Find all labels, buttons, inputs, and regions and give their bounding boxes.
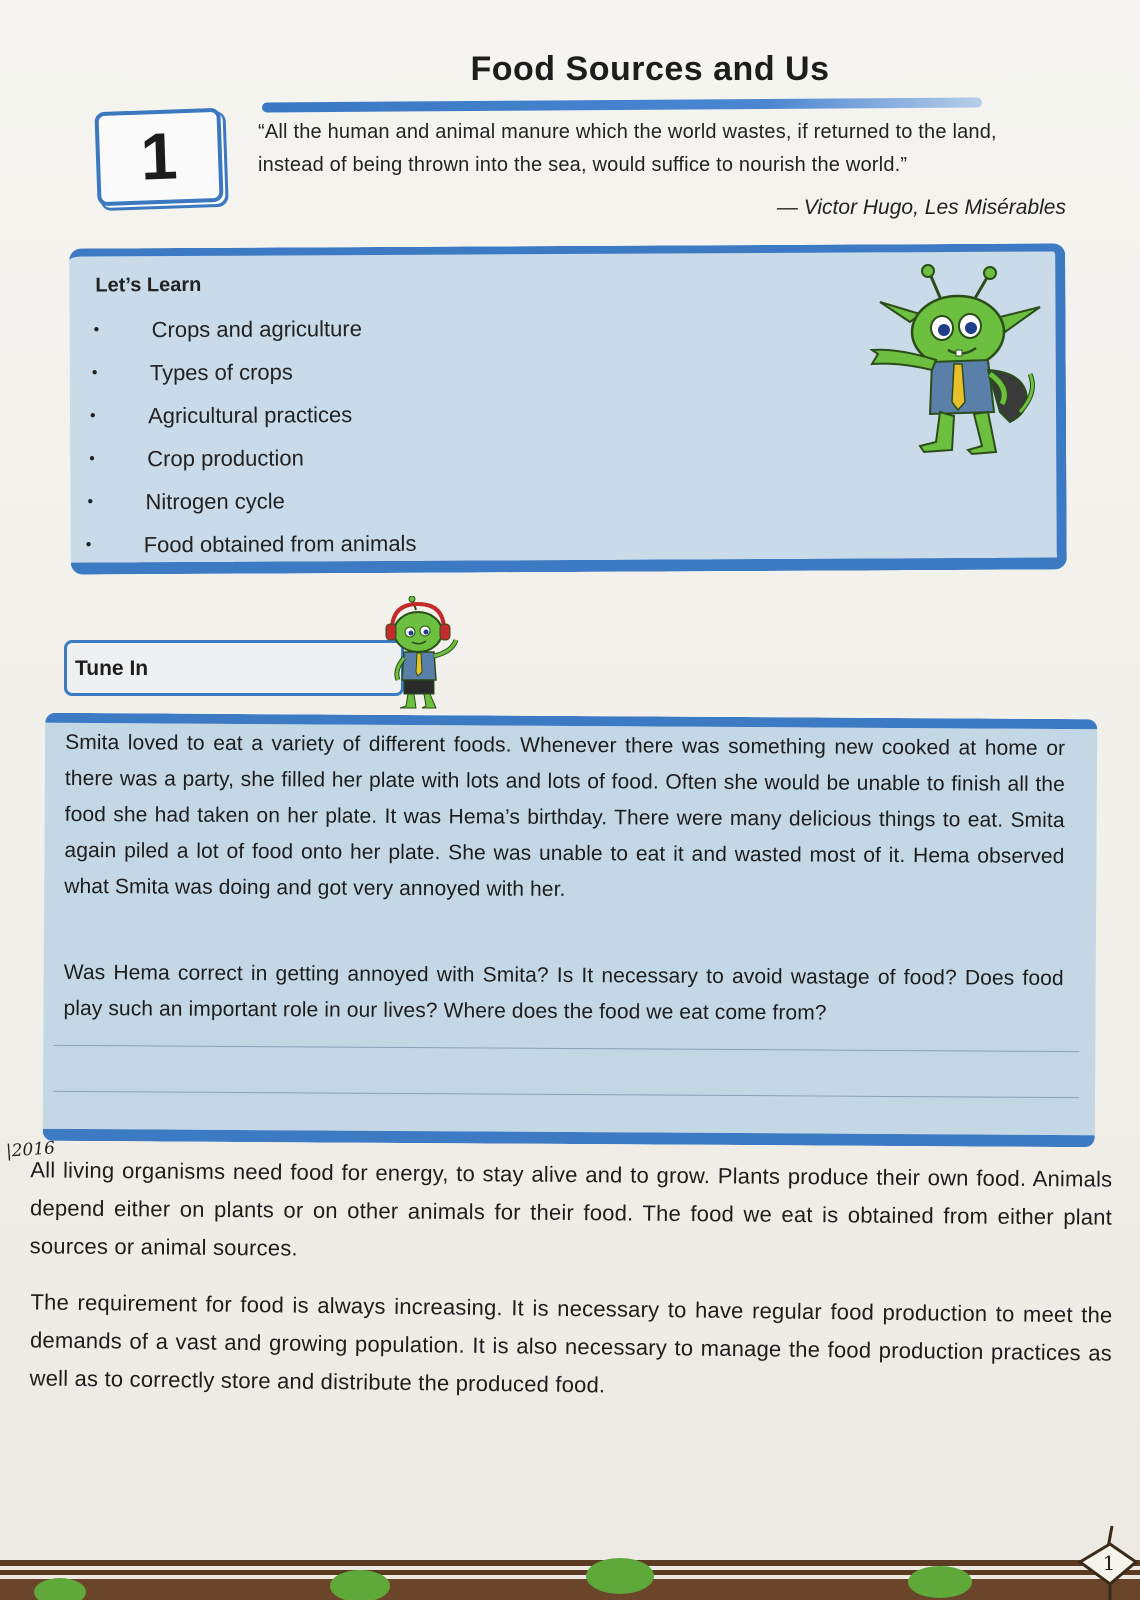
alien-mascot-illustration: [870, 262, 1050, 462]
chapter-title: Food Sources and Us: [470, 50, 830, 88]
lets-learn-list: [85, 309, 417, 567]
answer-line[interactable]: [53, 1091, 1079, 1098]
tune-in-box: [43, 713, 1098, 1147]
tune-in-tab: [64, 640, 404, 696]
tune-in-heading: Tune In: [75, 657, 149, 680]
bullet-icon: •: [85, 536, 92, 554]
bullet-icon: •: [89, 407, 96, 425]
bullet-icon: •: [89, 450, 95, 468]
title-underline: [262, 97, 982, 112]
bullet-icon: •: [93, 321, 100, 339]
chapter-number: 1: [139, 118, 179, 194]
alien-headphones-illustration: [372, 596, 472, 712]
body-paragraph: The requirement for food is always increasing. It is necessary to have regular food production to meet the demands of a vast and growing population. It is also necessary to manage the food production practices as well as to correctly store and distribute the produced food.: [29, 1289, 1113, 1398]
answer-line[interactable]: [53, 1045, 1079, 1052]
quote-author: — Victor Hugo, Les Misérables: [776, 196, 1066, 219]
tune-in-story: Smita loved to eat a variety of different foods. Whenever there was something new cooked at home or there was a party, she filled her plate with lots and lots of food. Often she would be unable to finish all the food she had taken on her plate. It was Hema’s birthday. There were many delicious things to eat. Smita again piled a lot of food onto her plate. She was unable to eat it and wasted most of it. Hema observed what Smita was doing and got very annoyed with her.: [64, 730, 1066, 901]
body-paragraph: All living organisms need food for energy, to stay alive and to grow. Plants produce their own food. Animals depend either on plants or on other animals for their food. The food we eat is obtained from either plant sources or animal sources.: [29, 1157, 1113, 1261]
page-number: 1: [1102, 1551, 1116, 1575]
footer-ground-decoration: [0, 1548, 1140, 1600]
handwritten-note: |2016: [5, 1138, 56, 1162]
lets-learn-heading: Let’s Learn: [95, 273, 202, 297]
bullet-icon: •: [87, 493, 94, 511]
page-number-sign: [1070, 1522, 1140, 1600]
chapter-quote: “All the human and animal manure which the world wastes, if returned to the land, instead of being thrown into the sea, would suffice to nourish the world.”: [258, 121, 997, 176]
bullet-icon: •: [91, 364, 98, 382]
chapter-number-badge: [94, 108, 223, 206]
tune-in-questions: Was Hema correct in getting annoyed with Smita? Is It necessary to avoid wastage of food? Does food play such an important role in our lives? Where does the food we eat come from?: [63, 960, 1064, 1025]
